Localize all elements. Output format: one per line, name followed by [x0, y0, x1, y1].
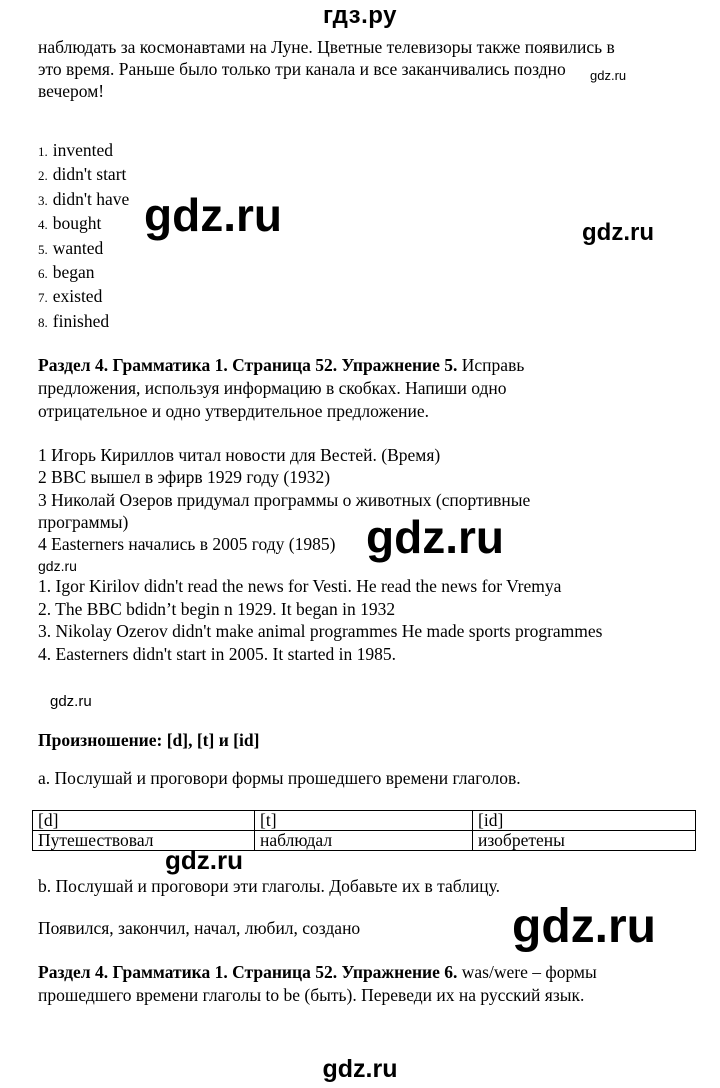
watermark-medium: gdz.ru [582, 219, 654, 246]
exercise-5-answer-1: 1. Igor Kirilov didn't read the news for Vesti. He read the news for Vremya [38, 576, 562, 596]
past-tense-forms-table [32, 810, 696, 851]
exercise-6-line-1 [38, 961, 690, 984]
table-row [33, 811, 696, 831]
watermark-large: gdz.ru [144, 189, 282, 241]
list-item [38, 212, 129, 236]
item-text: finished [52, 310, 110, 331]
table-cell: Путешествовал [33, 831, 255, 851]
watermark-medium: gdz.ru [165, 845, 243, 875]
pronunciation-task-b: b. Послушай и проговори эти глаголы. Добавьте их в таблицу. [38, 876, 501, 896]
exercise-5-line-2: предложения, используя информацию в скобках. Напиши одно [38, 378, 507, 398]
table-header-cell: [id] [473, 811, 696, 831]
exercise-6-line-2: прошедшего времени глаголы to be (быть). Переведи их на русский язык. [38, 985, 585, 1005]
exercise-6-heading: Раздел 4. Грамматика 1. Страница 52. Упражнение 6. [38, 962, 458, 982]
watermark-small: gdz.ru [50, 693, 92, 710]
exercise-5-task-start: Исправь [461, 355, 525, 375]
item-number: 2. [38, 168, 48, 184]
watermark-large: gdz.ru [366, 511, 504, 563]
list-item [38, 261, 129, 285]
list-item [38, 310, 129, 334]
table-header-cell: [d] [33, 811, 255, 831]
item-text: didn't have [52, 188, 130, 209]
watermark-footer: gdz.ru [322, 1055, 398, 1083]
item-text: existed [52, 286, 103, 307]
item-text: bought [52, 213, 102, 234]
item-number: 8. [38, 314, 48, 330]
exercise-5-item-1: 1 Игорь Кириллов читал новости для Вестей. (Время) [38, 445, 441, 465]
table-row [33, 831, 696, 851]
exercise-5-heading: Раздел 4. Грамматика 1. Страница 52. Упражнение 5. [38, 355, 458, 375]
list-item [38, 285, 129, 309]
site-header: гдз.ру [323, 2, 397, 29]
item-number: 4. [38, 217, 48, 233]
intro-line-1: наблюдать за космонавтами на Луне. Цветные телевизоры также появились в [38, 37, 615, 57]
item-number: 5. [38, 241, 48, 257]
watermark-small: gdz.ru [590, 68, 627, 83]
item-number: 7. [38, 290, 48, 306]
item-text: wanted [52, 237, 104, 258]
intro-line-2: это время. Раньше было только три канала и все заканчивались поздно [38, 59, 566, 79]
list-item [38, 188, 129, 212]
exercise-5-answer-4: 4. Easterners didn't start in 2005. It started in 1985. [38, 644, 396, 664]
table-cell: наблюдал [255, 831, 473, 851]
exercise-5-line-3: отрицательное и одно утвердительное предложение. [38, 401, 429, 421]
item-text: began [52, 262, 95, 283]
answer-list [38, 139, 129, 334]
watermark-small: gdz.ru [38, 558, 77, 574]
list-item [38, 163, 129, 187]
item-number: 3. [38, 192, 48, 208]
list-item [38, 237, 129, 261]
list-item [38, 139, 129, 163]
verbs-to-add: Появился, закончил, начал, любил, создано [38, 918, 361, 938]
table-cell: изобретены [473, 831, 696, 851]
intro-line-3: вечером! [38, 81, 105, 101]
exercise-6-text-start: was/were – формы [461, 962, 597, 982]
exercise-5-answer-2: 2. The BBC bdidn’t begin n 1929. It began in 1932 [38, 599, 396, 619]
watermark-large: gdz.ru [512, 900, 656, 953]
exercise-5-item-3-cont: программы) [38, 512, 129, 532]
pronunciation-heading: Произношение: [d], [t] и [id] [38, 730, 260, 750]
exercise-5-item-3: 3 Николай Озеров придумал программы о животных (спортивные [38, 490, 531, 510]
item-text: didn't start [52, 164, 127, 185]
exercise-5-item-2: 2 BBC вышел в эфирв 1929 году (1932) [38, 467, 331, 487]
item-number: 6. [38, 266, 48, 282]
item-text: invented [52, 140, 114, 160]
table-header-cell: [t] [255, 811, 473, 831]
pronunciation-task-a: a. Послушай и проговори формы прошедшего времени глаголов. [38, 768, 521, 788]
exercise-5-line-1 [38, 354, 690, 377]
exercise-5-answer-3: 3. Nikolay Ozerov didn't make animal programmes He made sports programmes [38, 621, 603, 641]
exercise-5-item-4: 4 Easterners начались в 2005 году (1985) [38, 534, 336, 554]
item-number: 1. [38, 144, 48, 159]
